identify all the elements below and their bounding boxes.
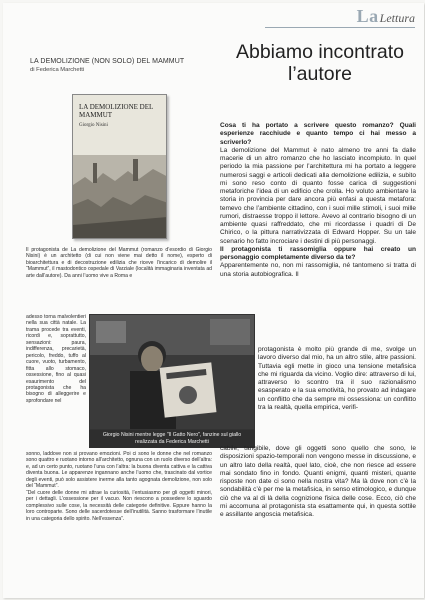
interview-column [220,122,416,279]
interview-column-narrow [258,346,416,412]
book-cover-title: LA DEMOLIZIONE DEL MAMMUT [79,103,154,119]
book-cover-author: Giorgio Nisini [79,123,108,128]
kicker-author: di Federica Marchetti [30,67,85,73]
author-photo [89,314,255,430]
interview-answer-2b: protagonista è molto più grande di me, svolge un lavoro diverso dal mio, ha un altro stile, altre passioni. Tuttavia egli mette in gioco una tensione metafisica che mi riguarda da vicino. Voglio dire: attraverso di lui, attraverso lo scontro tra il suo razionalismo esasperato e la sua emotività, ho provato ad indagare un conflitto che da sempre mi ossessiona: un conflitto tra la realtà, quella empirica, verifi- [258,346,416,411]
left-column-narrow [26,314,86,404]
book-cover [72,94,167,239]
interview-question-1: Cosa ti ha portato a scrivere questo romanzo? Quali esperienze racchiude e quanto tempo ci hai messo a scriverlo? [220,122,416,146]
interview-answer-1: La demolizione del Mammut è nato almeno tre anni fa dalle macerie di un altro romanzo che ho lasciato incompiuto. In quel periodo la mia passione per l’architettura mi ha portato a leggere numerosi saggi e articoli dedicati alla demolizione edilizia, e subito mi sono reso conto di quanto fosse carica di suggestioni metaforiche l’idea di un edificio che crolla. Ho voluto ambientare la storia in provincia per dare ancora più enfasi a questa metafora: temevo che l’ambiente cittadino, con i suoi mille stimoli, i suoi mille rumori, distraesse troppo il lettore. Avevo al contrario bisogno di un ambiente quasi raffreddato, che mi ricordasse i quadri di De Chirico, o la pittura narrativizzata di Edward Hopper. Su un tale scenario ho fatto incrociare i destini di più personaggi. [220,146,416,245]
book-cover-illustration [73,155,167,239]
interview-column-lower [220,445,416,519]
interview-answer-2a: Apparentemente no, non mi rassomiglia, né tantomeno si tratta di una storia autobiografica. Il [220,262,416,278]
article-kicker [30,58,215,73]
kicker-title: LA DEMOLIZIONE (NON SOLO) DEL MAMMUT [30,58,185,65]
left-paragraph-4: “Del cuore delle donne mi attrae la curiosità, l’entusiasmo per gli oggetti minori, per i dettagli. L’ossessione per il vacuo. Non riescono a possedere lo sguardo complessivo sulle cose, la necessità delle categorie definitive. Eppure hanno la loro controparte. Sono delle sacerdotesse dell’inutilità. Sanno trasformare l’inutile in una categoria dello spirito. Nell’essenza”. [26,489,212,522]
left-column-lower [26,451,212,522]
page-title: Abbiamo incontrato l’autore [235,41,405,85]
left-column-intro [26,247,212,279]
section-word: Lettura [379,11,415,25]
author-photo-image [90,315,255,430]
interview-question-2: Il protagonista ti rassomiglia oppure hai creato un personaggio completamente diverso da te? [220,245,416,261]
left-paragraph-2: adesso torna malvolentieri nella sua città natale. La trama procede tra eventi, ricordi e, soprattutto, sensazioni: paura, indifferenza, precarietà, pericolo, freddo, tuffo al cuore, vuoto, turbamento, fitta allo stomaco, ossessione, fino al quasi esaurimento del protagonista che ha bisogno di alleggerire e sprofondare nel [26,314,86,404]
section-initial: La [356,6,379,26]
interview-answer-2c: cabile, tangibile, dove gli oggetti sono quello che sono, le disposizioni spazio-temporali non vengono messe in discussione, e un altro lato della realtà, quel lato, cioè, che non riesce ad essere mai sondato fino in fondo. Quanti enigmi, quanti misteri, quante risposte non date ci sono nella nostra vita? Ma là dove non c’è la sondabilità c’è per me la metafisica, in senso etimologico, e dunque ciò che va al di là della cognizione fisica delle cose. Ecco, ciò che mi accomuna al protagonista sta esattamente qui, in questa sottile e assillante angoscia metafisica. [220,445,416,518]
section-rule [265,27,415,28]
left-paragraph-3: sonno, laddove non si provano emozioni. Poi ci sono le donne che nel romanzo sono quattro e ruotano intorno all’architetto, ognuna con un ruolo diverso dell’altra: e, ad un certo punto, ruotano l’una con l’altra: la buona diventa cattiva e la cattiva diventa buona. Le apparenze ingannano anche l’uomo che, trascinato dal vortice degli eventi, può solo assistere inerme alla tanto agognata demolizione, non solo del “Mammut”. [26,451,212,490]
photo-caption: Giorgio Nisini mentre legge "Il Gatto Nero", fanzine sul giallo realizzata da Federica Marchetti [89,430,255,448]
left-paragraph-1: Il protagonista de La demolizione del Mammut (romanzo d’esordio di Giorgio Nisini) è un architetto (di cui non viene mai detto il nome), esperto di bioarchitettura e di decostruzione edilizia che riceve l’incarico di demolire il “Mammut”, il mastodontico ospedale di Varziale (località immaginaria inventata ad arte dall’autore). Da anni l’uomo vive a Roma e [26,247,212,279]
section-tag [357,6,415,27]
